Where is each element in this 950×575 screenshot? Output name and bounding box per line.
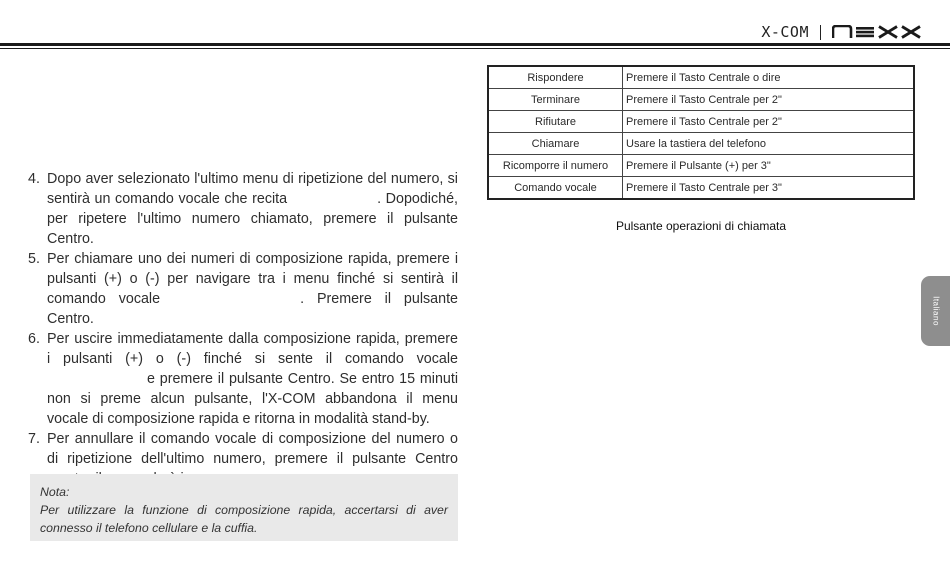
instruction-list [28, 169, 458, 489]
action-cell: Comando vocale [488, 177, 623, 200]
instruction-cell: Premere il Pulsante (+) per 3" [623, 155, 915, 177]
table-row [488, 155, 914, 177]
instruction-cell: Premere il Tasto Centrale per 2" [623, 89, 915, 111]
step-text: Per chiamare uno dei numeri di composizione rapida, premere i pulsanti (+) o (-) per navigare tra i menu finché si sentirà il comando vocale . Premere il pulsante Centro. [47, 251, 458, 327]
call-operations-table [487, 65, 915, 200]
language-tab-label: Italiano [931, 296, 940, 326]
product-name: X-COM [761, 23, 809, 41]
instruction-cell: Premere il Tasto Centrale per 3" [623, 177, 915, 200]
step-number: 5. [28, 251, 40, 267]
step-number: 4. [28, 171, 40, 187]
action-cell: Chiamare [488, 133, 623, 155]
action-cell: Terminare [488, 89, 623, 111]
note-title: Nota: [40, 485, 70, 499]
table-row [488, 133, 914, 155]
table-row [488, 111, 914, 133]
instruction-step [28, 249, 458, 329]
note-box [30, 474, 458, 541]
instruction-step [28, 169, 458, 249]
table-row [488, 66, 914, 89]
header-rule-thin [0, 48, 950, 49]
header-separator [820, 25, 821, 40]
language-side-tab [921, 276, 950, 346]
action-cell: Ricomporre il numero [488, 155, 623, 177]
step-text: Dopo aver selezionato l'ultimo menu di ripetizione del numero, si sentirà un comando vocale che recita . Dopodiché, per ripetere l'ultimo numero chiamato, premere il pulsante Centro. [47, 171, 458, 247]
step-number: 7. [28, 431, 40, 447]
instruction-cell: Premere il Tasto Centrale per 2" [623, 111, 915, 133]
nexx-logo [832, 25, 924, 39]
note-body: Per utilizzare la funzione di composizione rapida, accertarsi di aver connesso il telefono cellulare e la cuffia. [40, 503, 448, 535]
action-cell: Rispondere [488, 66, 623, 89]
instruction-step [28, 329, 458, 429]
header-rule-thick [0, 43, 950, 46]
header-brand [761, 21, 924, 43]
step-text: Per uscire immediatamente dalla composizione rapida, premere i pulsanti (+) o (-) finché si sente il comando vocalee premere il pulsante Centro. Se entro 15 minuti non si preme alcun pulsante, l'X-COM abbandona il menu vocale di composizione rapida e ritorna in modalità stand-by. [47, 331, 458, 427]
instruction-cell: Premere il Tasto Centrale o dire [623, 66, 915, 89]
action-cell: Rifiutare [488, 111, 623, 133]
step-text: Per annullare il comando vocale di composizione del numero o di ripetizione dell'ultimo numero, premere il pulsante Centro [47, 431, 458, 467]
table-caption: Pulsante operazioni di chiamata [615, 219, 787, 233]
step-number: 6. [28, 331, 40, 347]
table-row [488, 177, 914, 200]
instruction-cell: Usare la tastiera del telefono [623, 133, 915, 155]
table-row [488, 89, 914, 111]
